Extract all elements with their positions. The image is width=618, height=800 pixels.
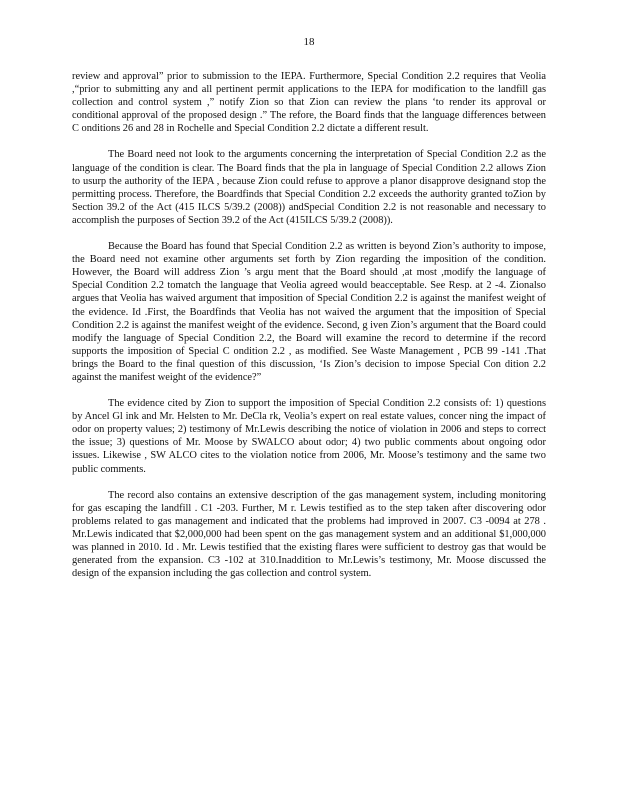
- paragraph-record: The record also contains an extensive description of the gas management system, including monitoring for gas escaping the landfill . C1 -203. Further, M r. Lewis testified as to the step taken after discovering odor problems related to gas management and indicated that the problems had improved in 2007. C3 -0094 at 278 . Mr.Lewis indicated that $2,000,000 had been spent on the gas management system and an additional $1,000,000 was planned in 2010. Id . Mr. Lewis testified that the existing flares were sufficient to destroy gas that would be generated from the expansion. C3 -102 at 310.Inaddition to Mr.Lewis’s testimony, Mr. Moose discussed the design of the expansion including the gas collection and control system.: [72, 489, 546, 580]
- page-number: 18: [303, 36, 315, 48]
- paragraph-authority: Because the Board has found that Special Condition 2.2 as written is beyond Zion’s authority to impose, the Board need not examine other arguments set forth by Zion regarding the imposition of the condition. However, the Board will address Zion ’s argu ment that the Board should ,at most ,modify the language of Special Condition 2.2 tomatch the language that Veolia agreed would beacceptable. See Resp. at 2 -4. Zionalso argues that Veolia has waived argument that imposition of Special Condition 2.2 is against the manifest weight of the evidence. Id .First, the Boardfinds that Veolia has not waived the argument that the imposition of Special Condition 2.2 is against the manifest weight of the evidence. Second, g iven Zion’s argument that the Board could modify the language of Special Condition 2.2, the Board will examine the record to determine if the record supports the imposition of Special C ondition 2.2 , as modified. See Waste Management , PCB 99 -141 .That brings the Board to the final question of this discussion, ‘Is Zion’s decision to impose Special Con dition 2.2 against the manifest weight of the evidence?”: [72, 241, 546, 383]
- body-text: [72, 70, 546, 580]
- paragraph-continuation: review and approval” prior to submission to the IEPA. Furthermore, Special Condition 2.2 requires that Veolia ,“prior to submitting any and all pertinent permit applications to the IEPA for modification to the landfill gas collection and control system ,” notify Zion so that Zion can review the plans ‘to render its approval or conditional approval of the proposed design .” The refore, the Board finds that the language differences between C onditions 26 and 28 in Rochelle and Special Condition 2.2 dictate a different result.: [72, 71, 546, 135]
- paragraph-evidence: The evidence cited by Zion to support the imposition of Special Condition 2.2 consists of: 1) questions by Ancel Gl ink and Mr. Helsten to Mr. DeCla rk, Veolia’s expert on real estate values, concer ning the impact of odor on property values; 2) testimony of Mr.Lewis describing the notice of violation in 2006 and steps to correct the issue; 3) questions of Mr. Moose by SWALCO about odor; 4) two public comments about ongoing odor issues. Likewise , SW ALCO cites to the violation notice from 2006, Mr. Moose’s testimony and the same two public comments.: [72, 398, 546, 475]
- paragraph-interpretation: The Board need not look to the arguments concerning the interpretation of Special Condition 2.2 as the language of the condition is clear. The Board finds that the pla in language of Special Condition 2.2 allows Zion to usurp the authority of the IEPA , because Zion could refuse to approve a planor disapprove designand stop the permitting process. Therefore, the Boardfinds that Special Condition 2.2 exceeds the authority granted toZion by Section 39.2 of the Act (415 ILCS 5/39.2 (2008)) andSpecial Condition 2.2 is not reasonable and necessary to accomplish the purposes of Section 39.2 of the Act (415ILCS 5/39.2 (2008)).: [72, 149, 546, 226]
